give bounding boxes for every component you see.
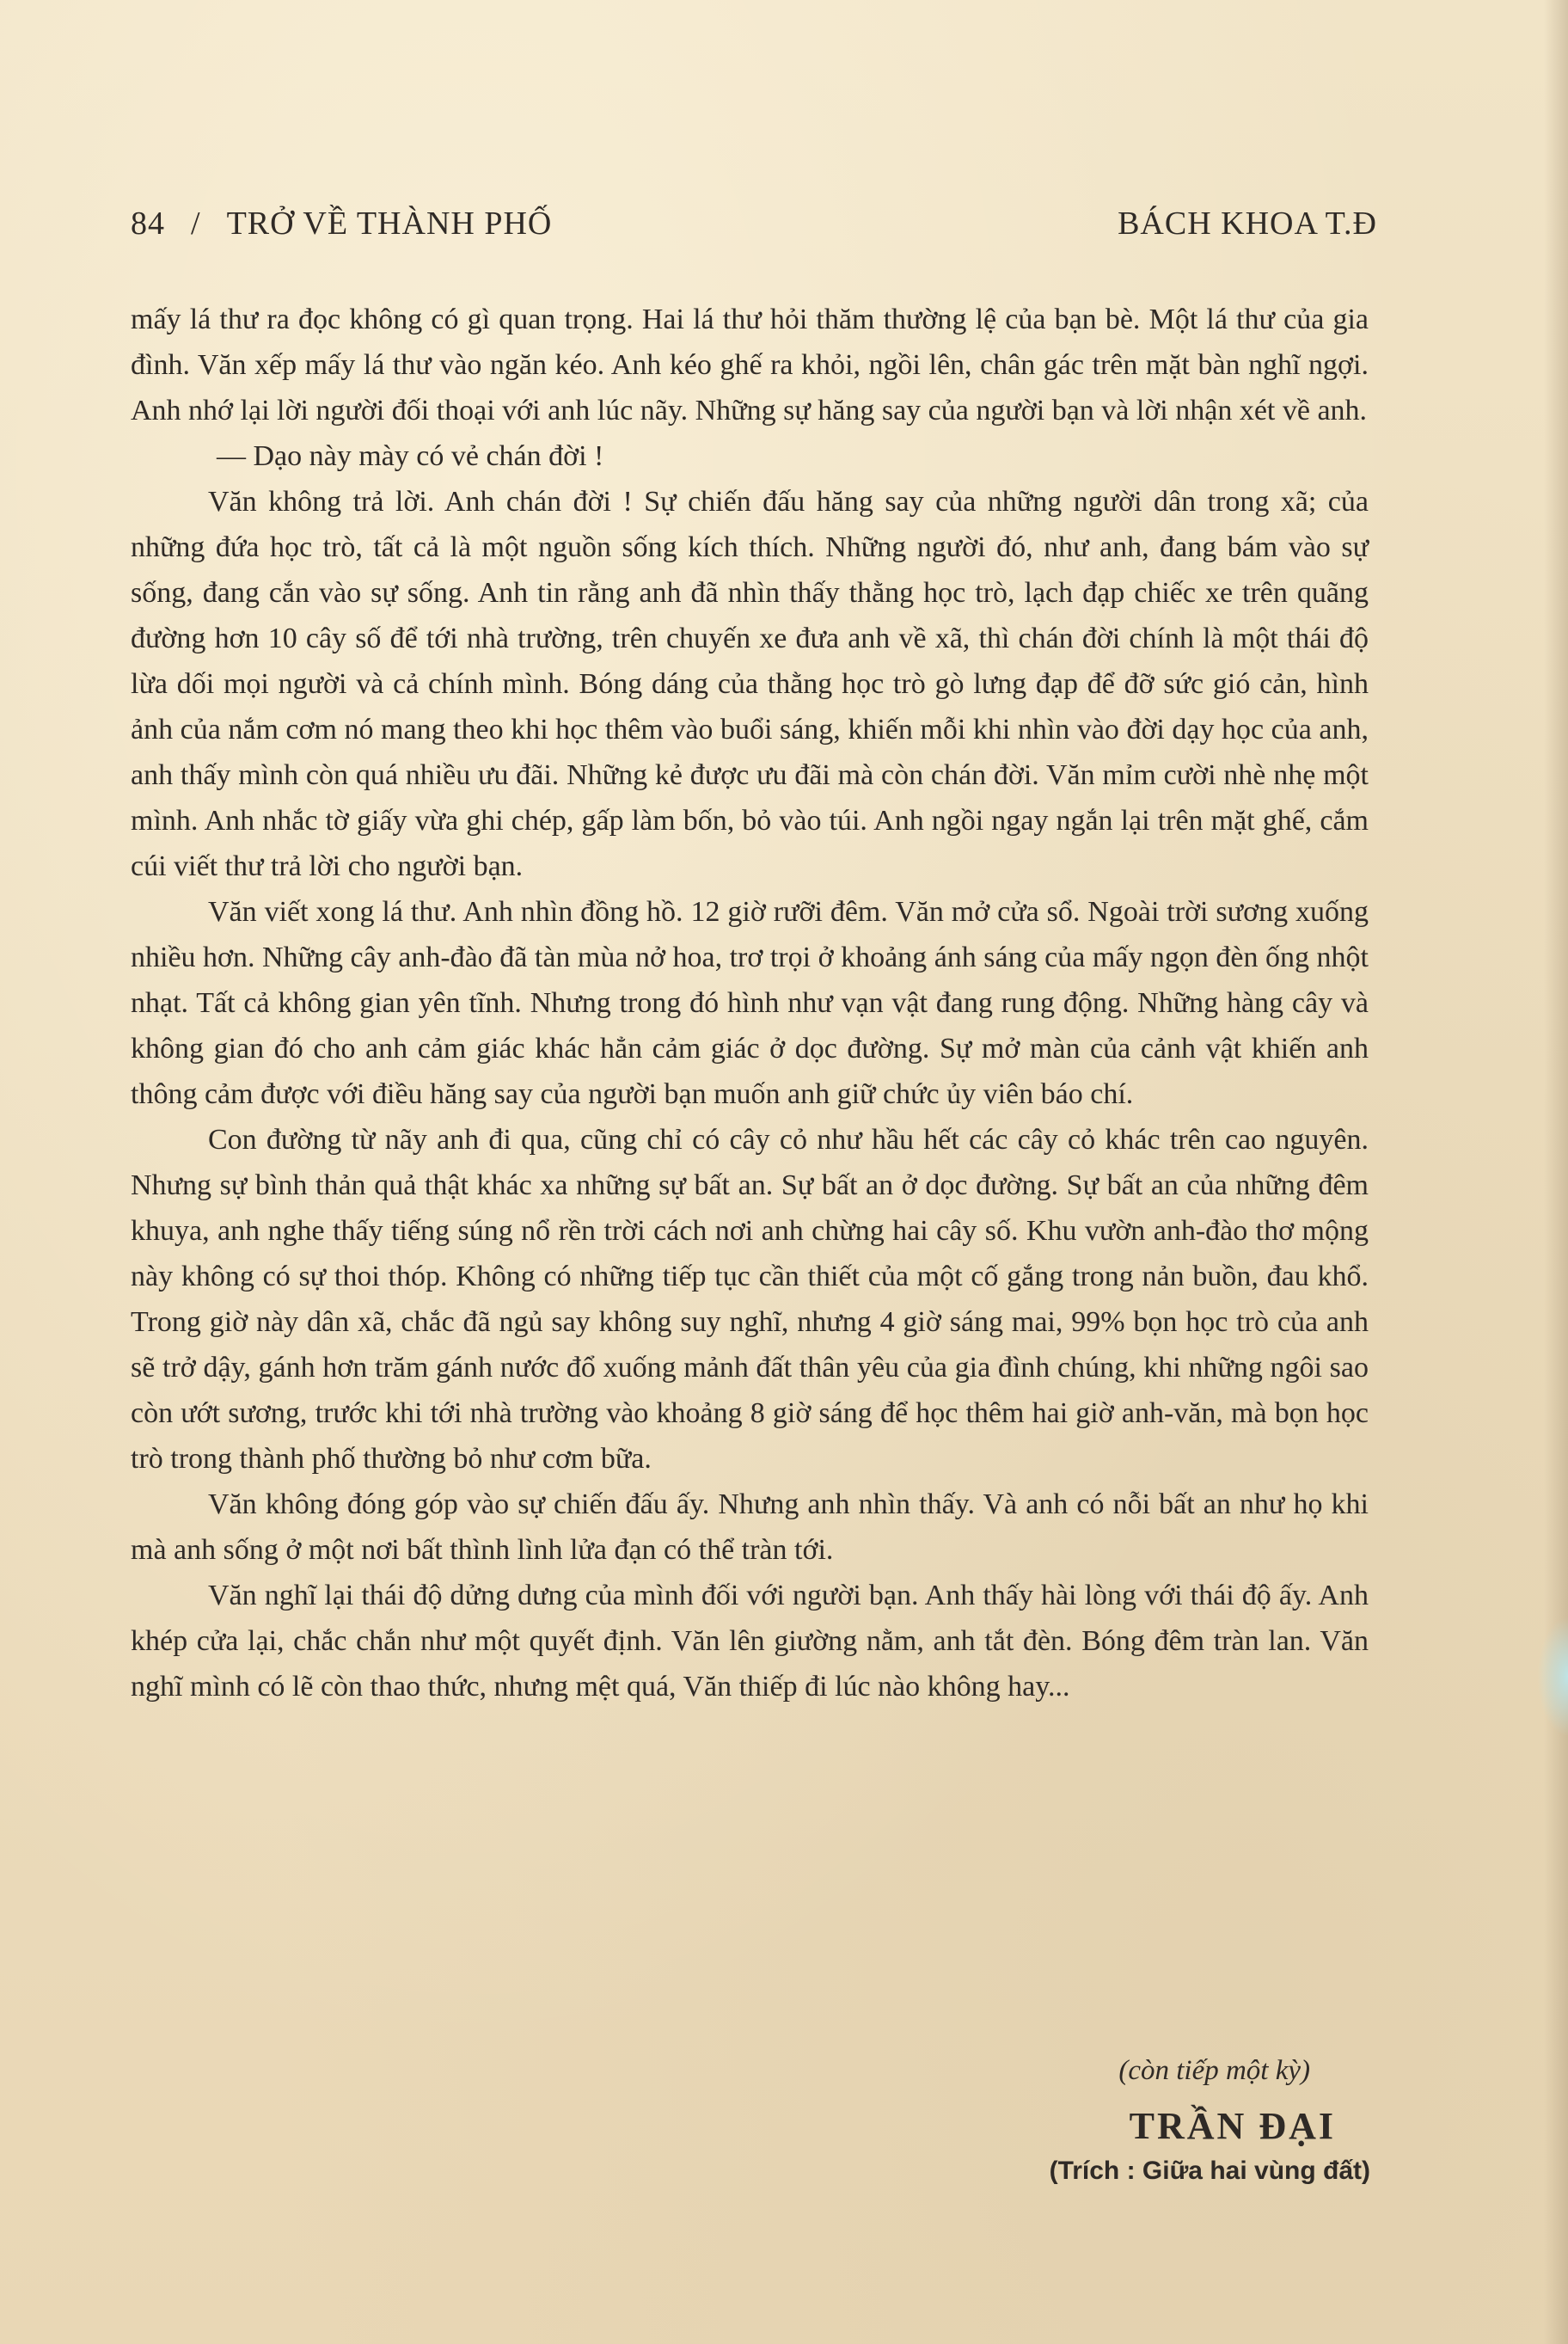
running-header xyxy=(131,205,1377,256)
paragraph-5: Con đường từ nãy anh đi qua, cũng chỉ có cây cỏ như hầu hết các cây cỏ khác trên cao nguyên. Nhưng sự bình thản quả thật khác xa những sự bất an. Sự bất an ở dọc đường. Sự bất an của những đêm khuya, anh nghe thấy tiếng súng nổ rền trời cách nơi anh chừng hai cây số. Khu vườn anh-đào thơ mộng này không có sự thoi thóp. Không có những tiếp tục cần thiết của một cố gắng trong nản buồn, đau khổ. Trong giờ này dân xã, chắc đã ngủ say không suy nghĩ, nhưng 4 giờ sáng mai, 99% bọn học trò của anh sẽ trở dậy, gánh hơn trăm gánh nước đổ xuống mảnh đất thân yêu của gia đình chúng, khi những ngôi sao còn ướt sương, trước khi tới nhà trường vào khoảng 8 giờ sáng để học thêm hai giờ anh-văn, mà bọn học trò trong thành phố thường bỏ như cơm bữa. xyxy=(131,1124,1369,1475)
author-name: TRẦN ĐẠI xyxy=(1129,2105,1336,2147)
section-title: TRỞ VỀ THÀNH PHỐ xyxy=(226,206,553,242)
paragraph-6: Văn không đóng góp vào sự chiến đấu ấy. Nhưng anh nhìn thấy. Và anh có nỗi bất an như họ khi mà anh sống ở một nơi bất thình lình lửa đạn có thể tràn tới. xyxy=(131,1488,1369,1566)
continued-note: (còn tiếp một kỳ) xyxy=(1118,2055,1310,2086)
source-note: (Trích : Giữa hai vùng đất) xyxy=(1049,2157,1370,2185)
magazine-name: BÁCH KHOA xyxy=(1118,206,1317,242)
paragraph-1: mấy lá thư ra đọc không có gì quan trọng. Hai lá thư hỏi thăm thường lệ của bạn bè. Một lá thư của gia đình. Văn xếp mấy lá thư vào ngăn kéo. Anh kéo ghế ra khỏi, ngồi lên, chân gác trên mặt bàn nghĩ ngợi. Anh nhớ lại lời người đối thoại với anh lúc nãy. Những sự hăng say của người bạn và lời nhận xét về anh. xyxy=(131,304,1369,426)
paragraph-7: Văn nghĩ lại thái độ dửng dưng của mình đối với người bạn. Anh thấy hài lòng với thái độ ấy. Anh khép cửa lại, chắc chắn như một quyết định. Văn lên giường nằm, anh tắt đèn. Bóng đêm tràn lan. Văn nghĩ mình có lẽ còn thao thức, nhưng mệt quá, Văn thiếp đi lúc nào không hay... xyxy=(131,1580,1369,1703)
paragraph-3: Văn không trả lời. Anh chán đời ! Sự chiến đấu hăng say của những người dân trong xã; của những đứa học trò, tất cả là một nguồn sống kích thích. Những người đó, như anh, đang bám vào sự sống, đang cắn vào sự sống. Anh tin rằng anh đã nhìn thấy thằng học trò, lạch đạp chiếc xe trên quãng đường hơn 10 cây số để tới nhà trường, trên chuyến xe đưa anh về xã, thì chán đời chính là một thái độ lừa dối mọi người và cả chính mình. Bóng dáng của thằng học trò gò lưng đạp để đỡ sức gió cản, hình ảnh của nắm cơm nó mang theo khi học thêm vào buổi sáng, khiến mỗi khi nhìn vào đời dạy học của anh, anh thấy mình còn quá nhiều ưu đãi. Những kẻ được ưu đãi mà còn chán đời. Văn mỉm cười nhè nhẹ một mình. Anh nhắc tờ giấy vừa ghi chép, gấp làm bốn, bỏ vào túi. Anh ngồi ngay ngắn lại trên mặt ghế, cắm cúi viết thư trả lời cho người bạn. xyxy=(131,486,1369,882)
body-text xyxy=(131,297,1369,1709)
header-left xyxy=(131,205,552,242)
paper-tear-mark xyxy=(1537,1617,1568,1737)
paragraph-dialogue: — Dạo này mày có vẻ chán đời ! xyxy=(217,440,604,472)
page-edge-shadow xyxy=(1544,0,1568,2344)
header-right xyxy=(1118,205,1377,242)
header-separator: / xyxy=(191,206,201,242)
author-initials: T.Đ xyxy=(1325,206,1377,242)
paragraph-4: Văn viết xong lá thư. Anh nhìn đồng hồ. 12 giờ rưỡi đêm. Văn mở cửa sổ. Ngoài trời sương xuống nhiều hơn. Những cây anh-đào đã tàn mùa nở hoa, trơ trọi ở khoảng ánh sáng của mấy ngọn đèn ống nhột nhạt. Tất cả không gian yên tĩnh. Nhưng trong đó hình như vạn vật đang rung động. Những hàng cây và không gian đó cho anh cảm giác khác hẳn cảm giác ở dọc đường. Sự mở màn của cảnh vật khiến anh thông cảm được với điều hăng say của người bạn muốn anh giữ chức ủy viên báo chí. xyxy=(131,896,1369,1110)
page-number: 84 xyxy=(131,206,165,242)
signature-block xyxy=(889,2055,1370,2186)
